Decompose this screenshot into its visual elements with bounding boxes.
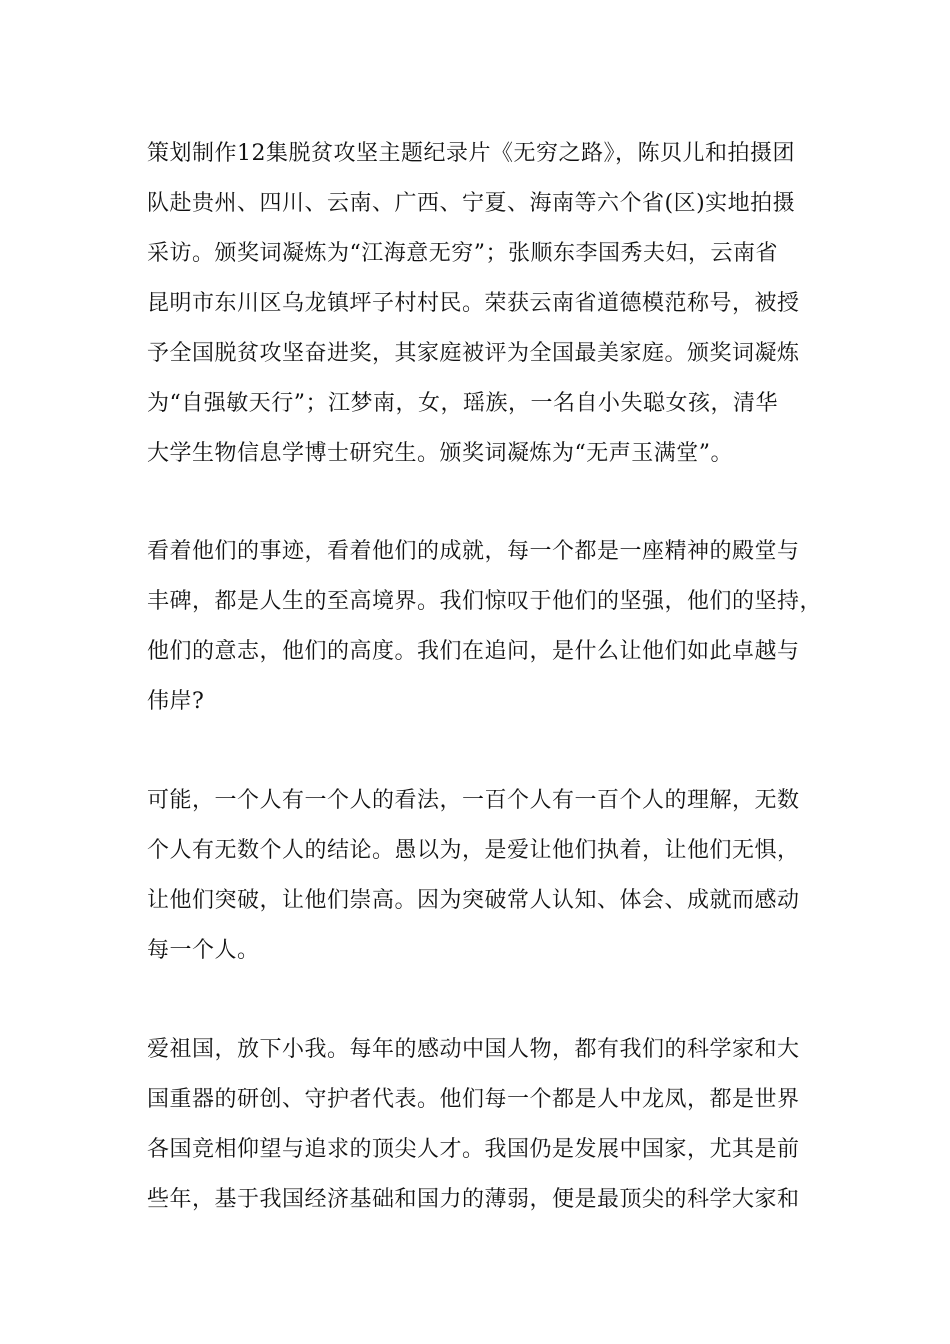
paragraph-3: [147, 776, 827, 976]
text-line: 每一个人。: [147, 938, 260, 963]
text-line: 为“自强敏天行”；江梦南，女，瑶族，一名自小失聪女孩，清华: [147, 391, 778, 416]
text-line: 看着他们的事迹，看着他们的成就，每一个都是一座精神的殿堂与: [147, 539, 800, 564]
text-line: 各国竞相仰望与追求的顶尖人才。我国仍是发展中国家，尤其是前: [147, 1137, 800, 1162]
paragraph-4: [147, 1025, 827, 1225]
paragraph-1: [147, 129, 827, 479]
text-line: 策划制作12集脱贫攻坚主题纪录片《无穷之路》，陈贝儿和拍摄团: [147, 141, 795, 166]
text-line: 丰碑，都是人生的至高境界。我们惊叹于他们的坚强，他们的坚持，: [147, 589, 823, 614]
text-line: 可能，一个人有一个人的看法，一百个人有一百个人的理解，无数: [147, 788, 800, 813]
text-line: 采访。颁奖词凝炼为“江海意无穷”；张顺东李国秀夫妇，云南省: [147, 241, 778, 266]
paragraph-2: [147, 527, 827, 727]
text-line: 些年，基于我国经济基础和国力的薄弱，便是最顶尖的科学大家和: [147, 1187, 800, 1212]
text-line: 昆明市东川区乌龙镇坪子村村民。荣获云南省道德模范称号，被授: [147, 291, 800, 316]
text-line: 让他们突破，让他们崇高。因为突破常人认知、体会、成就而感动: [147, 888, 800, 913]
text-line: 予全国脱贫攻坚奋进奖，其家庭被评为全国最美家庭。颁奖词凝炼: [147, 341, 800, 366]
text-line: 伟岸?: [147, 689, 205, 714]
text-line: 大学生物信息学博士研究生。颁奖词凝炼为“无声玉满堂”。: [147, 441, 733, 466]
text-line: 爱祖国，放下小我。每年的感动中国人物，都有我们的科学家和大: [147, 1037, 800, 1062]
text-line: 个人有无数个人的结论。愚以为，是爱让他们执着，让他们无惧，: [147, 838, 800, 863]
text-line: 队赴贵州、四川、云南、广西、宁夏、海南等六个省(区)实地拍摄: [147, 191, 796, 216]
text-line: 国重器的研创、守护者代表。他们每一个都是人中龙凤，都是世界: [147, 1087, 800, 1112]
text-line: 他们的意志，他们的高度。我们在追问，是什么让他们如此卓越与: [147, 639, 800, 664]
